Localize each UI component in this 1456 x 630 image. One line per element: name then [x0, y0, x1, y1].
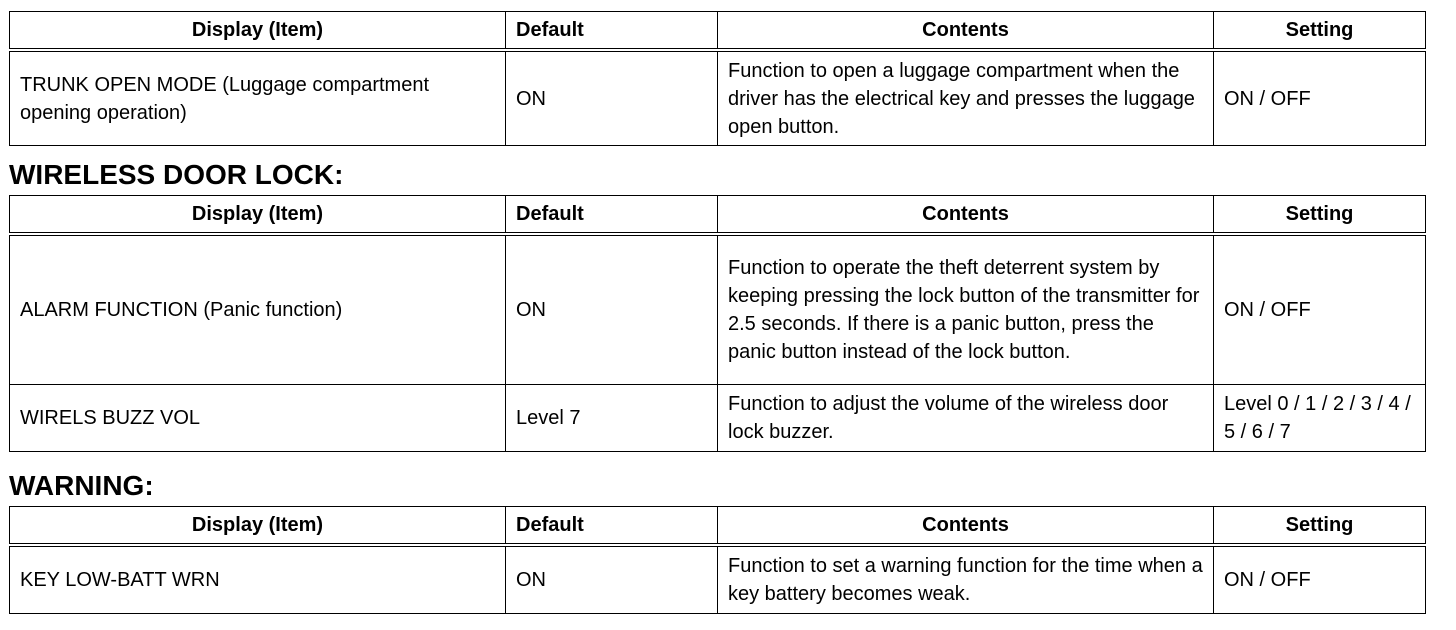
- cell-setting: ON / OFF: [1214, 50, 1426, 146]
- document-page: [9, 11, 1425, 614]
- column-header-setting: Setting: [1214, 12, 1426, 51]
- section-title-wireless-door-lock: WIRELESS DOOR LOCK:: [9, 159, 344, 190]
- cell-display: WIRELS BUZZ VOL: [10, 385, 506, 452]
- cell-setting: Level 0 / 1 / 2 / 3 / 4 / 5 / 6 / 7: [1214, 385, 1426, 452]
- cell-default: ON: [506, 545, 718, 614]
- cell-display: KEY LOW-BATT WRN: [10, 545, 506, 614]
- column-header-contents: Contents: [718, 507, 1214, 546]
- column-header-display: Display (Item): [10, 196, 506, 235]
- cell-default: ON: [506, 50, 718, 146]
- cell-setting: ON / OFF: [1214, 234, 1426, 385]
- column-header-default: Default: [506, 507, 718, 546]
- cell-contents: Function to operate the theft deterrent system by keeping pressing the lock button of the transmitter for 2.5 seconds. If there is a panic button, press the panic button instead of the lock button.: [718, 234, 1214, 385]
- section-title-warning: WARNING:: [9, 470, 154, 501]
- column-header-default: Default: [506, 12, 718, 51]
- warning-table: [9, 506, 1426, 614]
- column-header-display: Display (Item): [10, 507, 506, 546]
- cell-contents: Function to open a luggage compartment when the driver has the electrical key and presses the luggage open button.: [718, 50, 1214, 146]
- cell-display: TRUNK OPEN MODE (Luggage compartment opening operation): [10, 50, 506, 146]
- table-row: [10, 385, 1426, 452]
- column-header-setting: Setting: [1214, 196, 1426, 235]
- cell-contents: Function to set a warning function for the time when a key battery becomes weak.: [718, 545, 1214, 614]
- column-header-contents: Contents: [718, 12, 1214, 51]
- trunk-settings-table: [9, 11, 1426, 146]
- cell-setting: ON / OFF: [1214, 545, 1426, 614]
- table-header-row: [10, 196, 1426, 235]
- cell-contents: Function to adjust the volume of the wireless door lock buzzer.: [718, 385, 1214, 452]
- table-header-row: [10, 12, 1426, 51]
- table-row: [10, 50, 1426, 146]
- column-header-contents: Contents: [718, 196, 1214, 235]
- column-header-display: Display (Item): [10, 12, 506, 51]
- table-row: [10, 234, 1426, 385]
- column-header-setting: Setting: [1214, 507, 1426, 546]
- column-header-default: Default: [506, 196, 718, 235]
- table-row: [10, 545, 1426, 614]
- cell-default: ON: [506, 234, 718, 385]
- cell-default: Level 7: [506, 385, 718, 452]
- cell-display: ALARM FUNCTION (Panic function): [10, 234, 506, 385]
- table-header-row: [10, 507, 1426, 546]
- wireless-door-lock-table: [9, 195, 1426, 452]
